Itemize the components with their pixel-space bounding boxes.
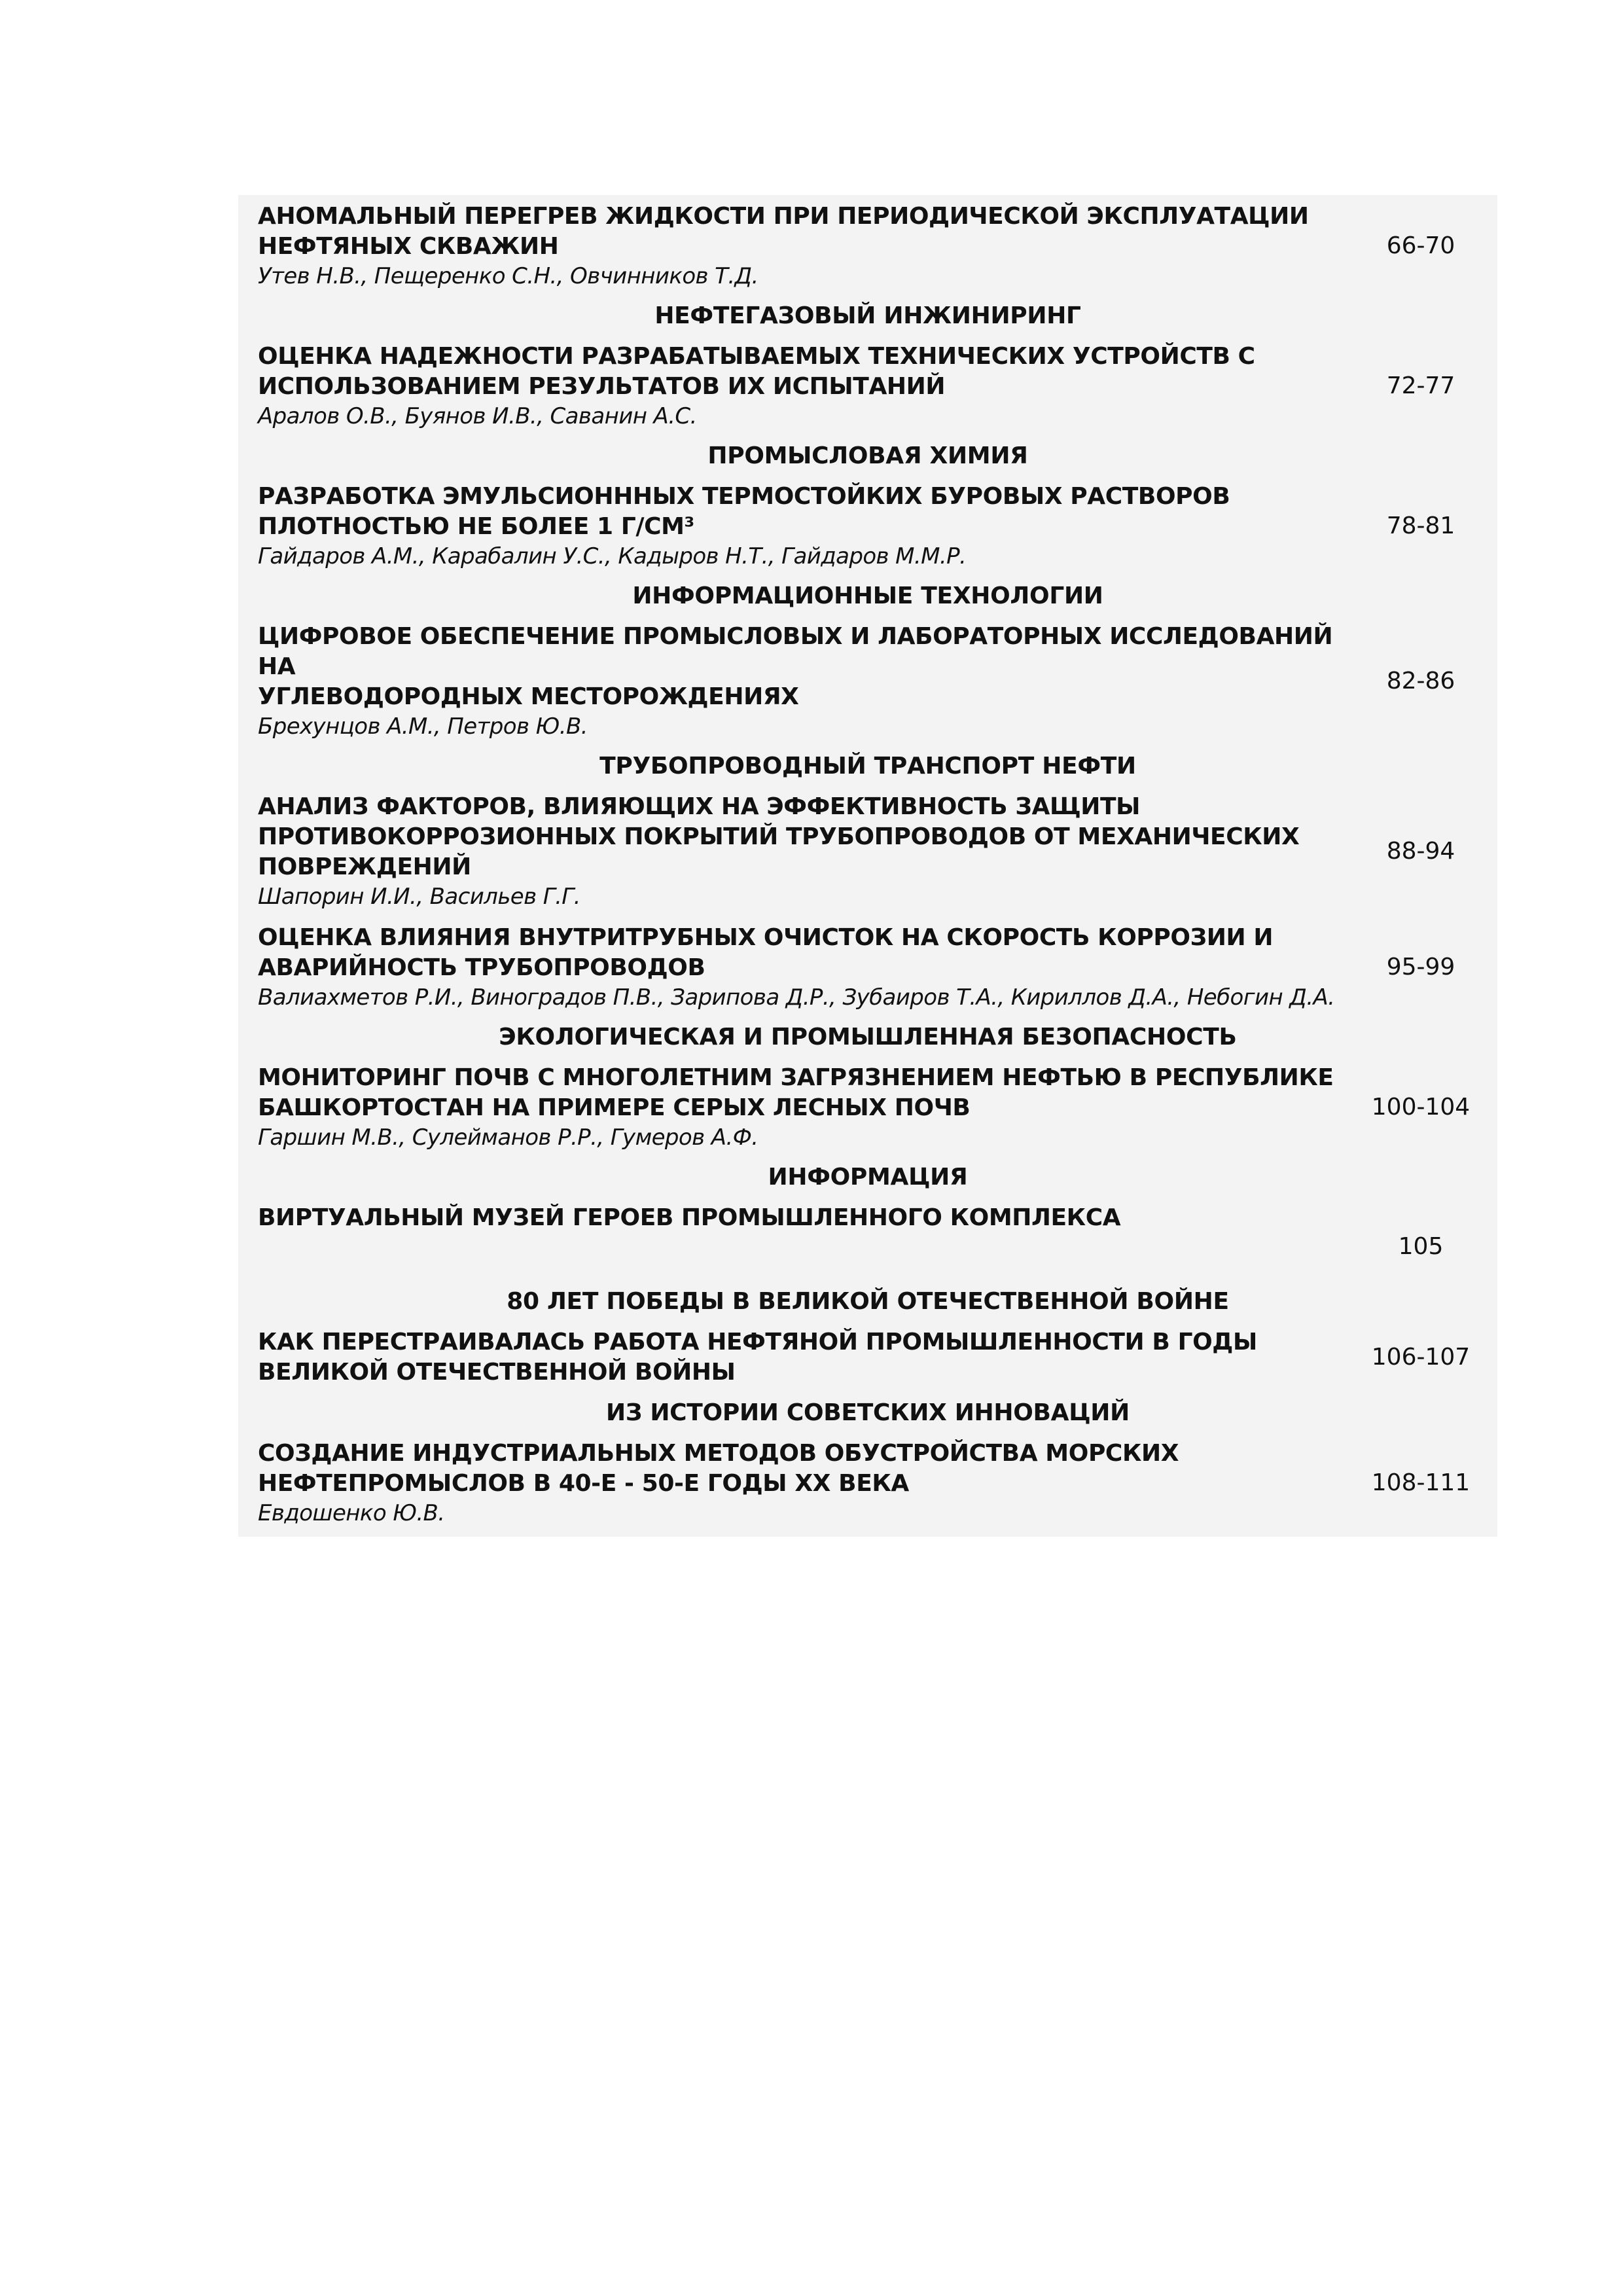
page-range: 105 [1398,1233,1444,1260]
page-range: 95-99 [1386,954,1455,980]
page-range: 82-86 [1386,668,1455,694]
article-title: АНАЛИЗ ФАКТОРОВ, ВЛИЯЮЩИХ НА ЭФФЕКТИВНОСТЬ ЗАЩИТЫ ПРОТИВОКОРРОЗИОННЫХ ПОКРЫТИЙ ТРУБОПРОВОДОВ ОТ МЕХАНИЧЕСКИХ ПОВРЕЖДЕНИЙ [258,793,1300,880]
toc-entry[interactable] [238,615,1497,746]
page-range: 100-104 [1371,1094,1471,1121]
toc-entry-text [238,622,1344,741]
article-authors: Гайдаров А.М., Карабалин У.С., Кадыров Н.Т., Гайдаров М.М.Р. [258,543,967,569]
article-authors: Валиахметов Р.И., Виноградов П.В., Зарипова Д.Р., Зубаиров Т.А., Кириллов Д.А., Небогин Д.А. [258,984,1335,1011]
toc-entry-text [238,1203,1344,1233]
toc-entry-text [238,923,1344,1012]
toc-entry[interactable] [238,1196,1497,1282]
article-authors: Евдошенко Ю.В. [258,1500,445,1526]
toc-entry-text [238,1063,1344,1152]
toc-entry-text [238,482,1344,571]
article-title: МОНИТОРИНГ ПОЧВ С МНОГОЛЕТНИМ ЗАГРЯЗНЕНИЕМ НЕФТЬЮ В РЕСПУБЛИКЕ БАШКОРТОСТАН НА ПРИМЕРЕ СЕРЫХ ЛЕСНЫХ ПОЧВ [258,1064,1334,1121]
section-heading: ИНФОРМАЦИОННЫЕ ТЕХНОЛОГИИ [632,583,1103,609]
page-range: 78-81 [1386,512,1455,539]
article-authors: Брехунцов А.М., Петров Ю.В. [258,713,588,740]
section-heading: ИЗ ИСТОРИИ СОВЕТСКИХ ИННОВАЦИЙ [606,1399,1130,1426]
toc-entry[interactable] [238,1432,1497,1537]
toc-entry[interactable] [238,1056,1497,1157]
article-title: АНОМАЛЬНЫЙ ПЕРЕГРЕВ ЖИДКОСТИ ПРИ ПЕРИОДИЧЕСКОЙ ЭКСПЛУАТАЦИИ НЕФТЯНЫХ СКВАЖИН [258,203,1309,260]
toc-entry[interactable] [238,785,1497,916]
page-range: 108-111 [1371,1469,1471,1496]
article-title: ОЦЕНКА ВЛИЯНИЯ ВНУТРИТРУБНЫХ ОЧИСТОК НА СКОРОСТЬ КОРРОЗИИ И АВАРИЙНОСТЬ ТРУБОПРОВОДОВ [258,924,1274,981]
toc-entry[interactable] [238,195,1497,296]
toc-entry[interactable] [238,335,1497,436]
page-range: 66-70 [1386,232,1455,259]
section-heading: ИНФОРМАЦИЯ [768,1164,968,1191]
toc-entry-text [238,1439,1344,1528]
table-of-contents [238,195,1497,1537]
article-title: СОЗДАНИЕ ИНДУСТРИАЛЬНЫХ МЕТОДОВ ОБУСТРОЙСТВА МОРСКИХ НЕФТЕПРОМЫСЛОВ В 40-Е - 50-Е ГОДЫ XX ВЕКА [258,1440,1179,1497]
section-heading: НЕФТЕГАЗОВЫЙ ИНЖИНИРИНГ [654,302,1081,329]
toc-entry-text [238,1327,1344,1388]
article-title: КАК ПЕРЕСТРАИВАЛАСЬ РАБОТА НЕФТЯНОЙ ПРОМЫШЛЕННОСТИ В ГОДЫ ВЕЛИКОЙ ОТЕЧЕСТВЕННОЙ ВОЙНЫ [258,1329,1257,1386]
toc-entry[interactable] [238,475,1497,576]
page-range: 106-107 [1371,1344,1471,1371]
section-heading: ПРОМЫСЛОВАЯ ХИМИЯ [707,442,1028,469]
article-title: ОЦЕНКА НАДЕЖНОСТИ РАЗРАБАТЫВАЕМЫХ ТЕХНИЧЕСКИХ УСТРОЙСТВ С ИСПОЛЬЗОВАНИЕМ РЕЗУЛЬТАТОВ ИХ ИСПЫТАНИЙ [258,343,1255,400]
section-heading: ТРУБОПРОВОДНЫЙ ТРАНСПОРТ НЕФТИ [599,753,1136,780]
article-title: ЦИФРОВОЕ ОБЕСПЕЧЕНИЕ ПРОМЫСЛОВЫХ И ЛАБОРАТОРНЫХ ИССЛЕДОВАНИЙ НА УГЛЕВОДОРОДНЫХ МЕСТОРОЖДЕНИЯХ [258,623,1333,710]
toc-entry-text [238,792,1344,911]
toc-entry-text [238,342,1344,431]
toc-entry-text [238,202,1344,291]
article-authors: Шапорин И.И., Васильев Г.Г. [258,884,580,910]
article-title: ВИРТУАЛЬНЫЙ МУЗЕЙ ГЕРОЕВ ПРОМЫШЛЕННОГО КОМПЛЕКСА [258,1204,1121,1231]
section-heading: ЭКОЛОГИЧЕСКАЯ И ПРОМЫШЛЕННАЯ БЕЗОПАСНОСТЬ [499,1024,1237,1050]
section-heading: 80 ЛЕТ ПОБЕДЫ В ВЕЛИКОЙ ОТЕЧЕСТВЕННОЙ ВОЙНЕ [507,1288,1229,1315]
toc-entry[interactable] [238,1321,1497,1393]
page-range: 88-94 [1386,838,1455,865]
article-title: РАЗРАБОТКА ЭМУЛЬСИОНННЫХ ТЕРМОСТОЙКИХ БУРОВЫХ РАСТВОРОВ ПЛОТНОСТЬЮ НЕ БОЛЕЕ 1 Г/СМ³ [258,483,1230,540]
article-authors: Гаршин М.В., Сулейманов Р.Р., Гумеров А.Ф. [258,1124,758,1151]
toc-entry[interactable] [238,916,1497,1017]
page-range: 72-77 [1386,372,1455,399]
article-authors: Аралов О.В., Буянов И.В., Саванин А.С. [258,403,697,429]
article-authors: Утев Н.В., Пещеренко С.Н., Овчинников Т.Д. [258,263,758,289]
